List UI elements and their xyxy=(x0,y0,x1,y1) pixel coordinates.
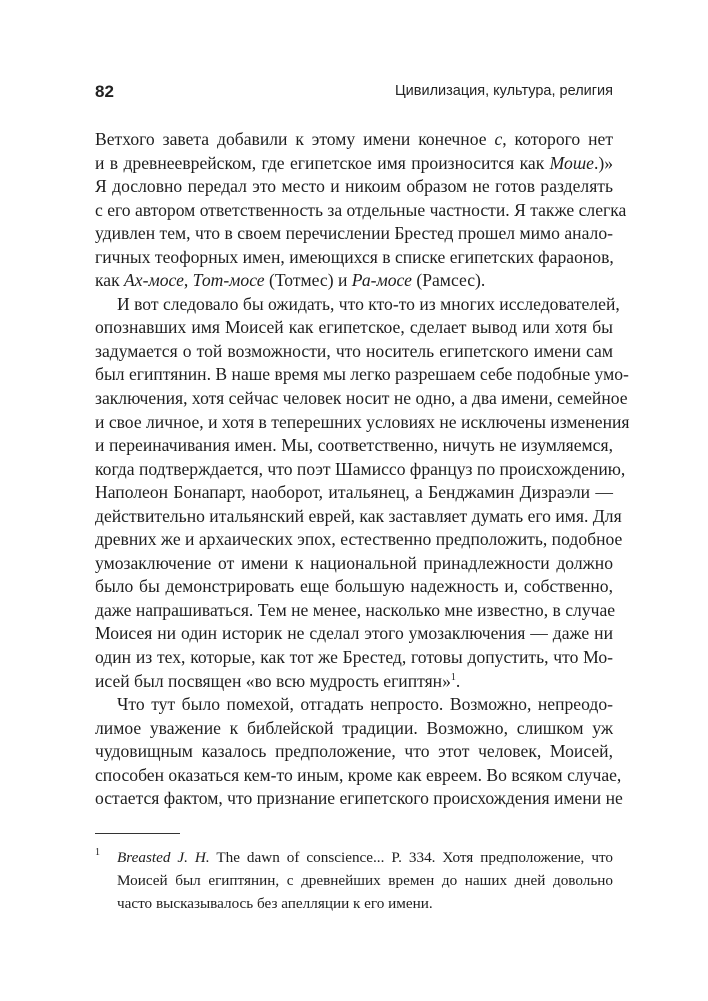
text-line: даже напрашиваться. Тем не менее, насколько мне известно, в случае xyxy=(95,599,616,620)
page-header xyxy=(95,82,613,108)
text-line: удивлен тем, что в своем перечислении Брестед прошел мимо анало- xyxy=(95,223,613,244)
text-line: задумается о той возможности, что носитель египетского имени сам xyxy=(95,340,613,361)
footnote-reference[interactable]: 1 xyxy=(450,671,456,683)
footnote-divider xyxy=(95,833,180,834)
text-line: действительно итальянский еврей, как заставляет думать его имя. Для xyxy=(95,505,622,526)
text-line: Я дословно передал это место и никоим образом не готов разделять xyxy=(95,176,613,197)
text-line: и в древнееврейском, где египетское имя произносится как Моше.)» xyxy=(95,152,613,173)
text-line: древних же и архаических эпох, естественно предположить, подобное xyxy=(95,529,623,550)
text-line: когда подтверждается, что поэт Шамиссо француз по происхождению, xyxy=(95,458,626,479)
footnote-text xyxy=(117,846,613,915)
text-line: был египтянин. В наше время мы легко разрешаем себе подобные умо- xyxy=(95,364,629,385)
text-line: способен оказаться кем-то иным, кроме как евреем. Во всяком случае, xyxy=(95,764,622,785)
page-number: 82 xyxy=(95,82,114,101)
text-line: умозаключение от имени к национальной принадлежности должно xyxy=(95,552,613,573)
text-line: один из тех, которые, как тот же Брестед, готовы допустить, что Мо- xyxy=(95,647,613,668)
text-line: исей был посвящен «во всю мудрость египтян»$^1$. xyxy=(95,670,461,691)
text-line: и переиначивания имен. Мы, соответственно, ничуть не изумляемся, xyxy=(95,435,613,456)
text-line: с его автором ответственность за отдельные частности. Я также слегка xyxy=(95,199,627,220)
text-line: было бы демонстрировать еще большую надежность и, собственно, xyxy=(95,576,613,597)
body-text xyxy=(95,128,630,811)
text-line: Что тут было помехой, отгадать непросто. Возможно, непреодо- xyxy=(117,694,613,715)
text-line: лимое уважение к библейской традиции. Возможно, слишком уж xyxy=(95,717,613,738)
text-line: заключения, хотя сейчас человек носит не одно, а два имени, семейное xyxy=(95,388,628,409)
text-line: остается фактом, что признание египетского происхождения имени не xyxy=(95,788,623,809)
text-line: Ветхого завета добавили к этому имени конечное с, которого нет xyxy=(95,129,614,149)
footnote-marker: 1 xyxy=(95,847,100,858)
text-line: Наполеон Бонапарт, наоборот, итальянец, а Бенджамин Дизраэли — xyxy=(95,482,613,503)
footnote-line: Breasted J. H. The dawn of conscience... P. 334. Хотя предположение, что xyxy=(117,849,613,866)
footnote-line: часто высказывалось без апелляции к его имени. xyxy=(117,895,433,912)
footnotes xyxy=(95,846,613,915)
text-line: опознавших имя Моисей как египетское, сделает вывод или хотя бы xyxy=(95,317,613,338)
text-line: и свое личное, и хотя в теперешних условиях не исключены изменения xyxy=(95,411,630,432)
text-line: чудовищным казалось предположение, что этот человек, Моисей, xyxy=(95,741,613,762)
running-title: Цивилизация, культура, религия xyxy=(394,83,613,99)
text-line: гичных теофорных имен, имеющихся в списке египетских фараонов, xyxy=(95,246,614,267)
text-line: как Ах-мосе, Тот-мосе (Тотмес) и Ра-мосе (Рамсес). xyxy=(95,270,486,291)
text-line: Моисея ни один историк не сделал этого умозаключения — даже ни xyxy=(95,623,613,644)
footnote-line: Моисей был египтянин, с древнейших времен до наших дней довольно xyxy=(117,872,613,889)
text-line: И вот следовало бы ожидать, что кто-то из многих исследователей, xyxy=(117,293,620,314)
